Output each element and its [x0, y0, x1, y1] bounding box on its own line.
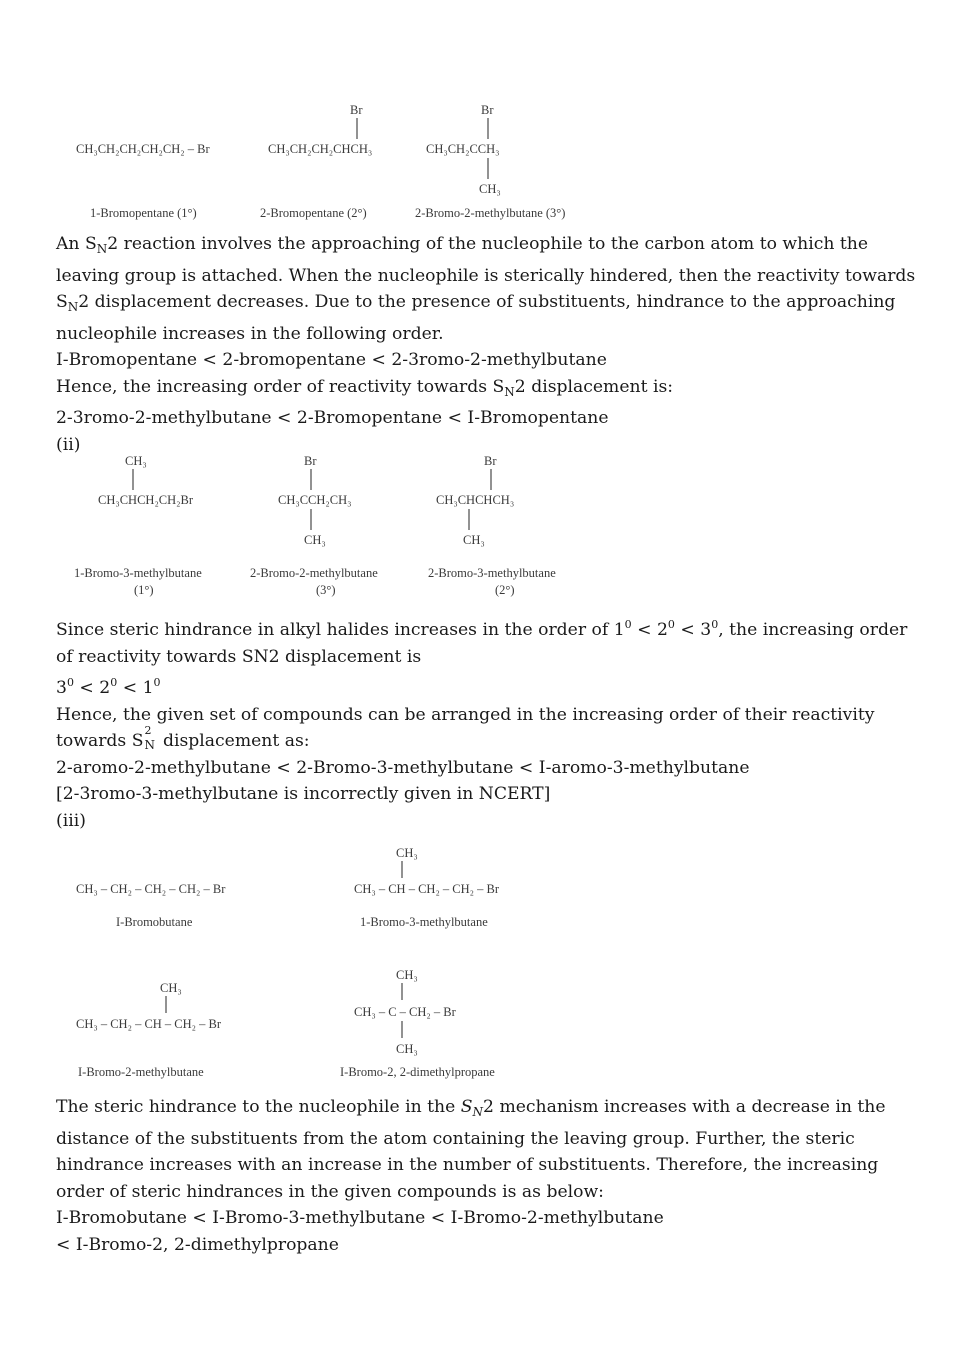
caption-1-bromobutane: I-Bromobutane — [116, 915, 193, 929]
caption-2-bromo-2-methylbutane: 2-Bromo-2-methylbutane — [250, 566, 378, 580]
formula-2-bromo-3-methylbutane-bottom: CH₃ — [463, 533, 485, 547]
text-line: of reactivity towards SN2 displacement is — [56, 646, 422, 667]
caption-2-bromo-3-methylbutane: 2-Bromo-3-methylbutane — [428, 566, 556, 580]
formula-2-bromo-2-methylbutane-top: Br — [481, 103, 494, 117]
formula-2-bromo-2-methylbutane-bottom: CH₃ — [304, 533, 326, 547]
caption-2-bromo-2-methylbutane: 2-Bromo-2-methylbutane (3°) — [415, 206, 566, 220]
formula-1-bromo-3-methylbutane: CH₃CHCH₂CH₂Br — [98, 493, 194, 507]
formula-1-bromobutane: CH₃ – CH₂ – CH₂ – CH₂ – Br — [76, 882, 226, 896]
formula-1-bromo-2-methylbutane-top: CH₃ — [160, 981, 182, 995]
hindrance-order: I-Bromopentane < 2-bromopentane < 2-3romo-2-methylbutane — [56, 350, 607, 370]
formula-1-bromo-2-2-dimethylpropane-top: CH₃ — [396, 968, 418, 982]
formula-1-bromo-3-methylbutane-top: CH₃ — [125, 454, 147, 468]
formula-2-bromo-2-methylbutane-top: Br — [304, 454, 317, 468]
caption-degree: (2°) — [495, 583, 515, 597]
hindrance-order: I-Bromobutane < I-Bromo-3-methylbutane < I-Bromo-2-methylbutane — [56, 1208, 664, 1228]
section-label-iii: (iii) — [56, 810, 86, 831]
formula-2-bromo-3-methylbutane: CH₃CHCHCH₃ — [436, 493, 515, 507]
text-line: displacement as: — [157, 731, 310, 751]
caption-degree: (1°) — [134, 583, 154, 597]
caption-2-bromopentane: 2-Bromopentane (2°) — [260, 206, 367, 220]
reactivity-order: 2-aromo-2-methylbutane < 2-Bromo-3-methylbutane < I-aromo-3-methylbutane — [56, 757, 750, 778]
text-line: The steric hindrance to the nucleophile in the — [56, 1097, 461, 1117]
formula-1-bromo-3-methylbutane-top: CH₃ — [396, 846, 418, 860]
formula-1-bromo-3-methylbutane: CH₃ – CH – CH₂ – CH₂ – Br — [354, 882, 500, 896]
degree-order-reactivity: $3^0 < 2^0 < 1^0$ — [56, 676, 161, 698]
formula-2-bromopentane-top: Br — [350, 103, 363, 117]
text-line: Hence, the increasing order of reactivity towards — [56, 376, 493, 397]
caption-1-bromo-3-methylbutane: 1-Bromo-3-methylbutane — [360, 915, 488, 929]
caption-degree: (3°) — [316, 583, 336, 597]
section-label-ii: (ii) — [56, 434, 81, 455]
caption-1-bromo-2-methylbutane: I-Bromo-2-methylbutane — [78, 1065, 204, 1079]
text-line: Since steric hindrance in alkyl halides increases in the order of — [56, 620, 614, 640]
hindrance-order-continued: < I-Bromo-2, 2-dimethylpropane — [56, 1234, 339, 1255]
formula-1-bromopentane: CH₃CH₂CH₂CH₂CH₂ – Br — [76, 142, 210, 156]
text-line: , the increasing order — [718, 620, 908, 640]
sn2-symbol: S 2 N — [131, 724, 155, 752]
text-line: leaving group is attached. When the nucleophile is sterically hindered, then the reactivity towards — [56, 265, 916, 286]
formula-2-bromo-3-methylbutane-top: Br — [484, 454, 497, 468]
sn2-symbol: $S_N2$ — [56, 292, 90, 314]
sn2-symbol: $S_N2$ — [84, 234, 119, 256]
formula-1-bromo-2-2-dimethylpropane-bottom: CH₃ — [396, 1042, 418, 1056]
sn2-symbol-italic: $S_N2$ — [460, 1097, 494, 1119]
text-line: nucleophile increases in the following order. — [56, 323, 444, 344]
formula-2-bromo-2-methylbutane-bottom: CH₃ — [479, 182, 501, 196]
formula-2-bromo-2-methylbutane: CH₃CCH₂CH₃ — [278, 493, 352, 507]
text-line: Hence, the given set of compounds can be arranged in the increasing order of their reactivity — [56, 704, 875, 725]
paragraph-steric-order — [56, 612, 916, 834]
paragraph-steric-distance — [56, 1094, 916, 1258]
caption-1-bromo-2-2-dimethylpropane: I-Bromo-2, 2-dimethylpropane — [340, 1065, 495, 1079]
formula-1-bromo-2-2-dimethylpropane: CH₃ – C – CH₂ – Br — [354, 1005, 456, 1019]
text-line: hindrance increases with an increase in the number of substituents. Therefore, the increasing — [56, 1155, 879, 1175]
sn2-symbol: $S_N2$ — [492, 376, 526, 399]
reactivity-order: 2-3romo-2-methylbutane < 2-Bromopentane < I-Bromopentane — [56, 408, 609, 428]
structures-bromobutanes — [70, 840, 590, 1085]
text-line: An — [56, 234, 85, 254]
text-line: mechanism increases with a decrease in the — [493, 1097, 886, 1117]
degree-order-inline: $1^0 < 2^0 < 3^0$ — [613, 618, 719, 640]
text-line: displacement decreases. Due to the presence of substituents, hindrance to the approaching — [89, 292, 896, 312]
text-line: reaction involves the approaching of the nucleophile to the carbon atom to which the — [118, 234, 869, 254]
structures-bromopentanes — [70, 98, 610, 224]
text-line: displacement is: — [525, 376, 674, 397]
caption-1-bromopentane: 1-Bromopentane (1°) — [90, 206, 197, 220]
ncert-note: [2-3romo-3-methylbutane is incorrectly given in NCERT] — [56, 784, 551, 804]
text-line: towards — [56, 731, 132, 751]
paragraph-sn2-intro — [56, 231, 916, 458]
formula-1-bromo-2-methylbutane: CH₃ – CH₂ – CH – CH₂ – Br — [76, 1017, 222, 1031]
text-line: distance of the substituents from the atom containing the leaving group. Further, the steric — [56, 1128, 855, 1149]
formula-2-bromopentane: CH₃CH₂CH₂CHCH₃ — [268, 142, 373, 156]
text-line: order of steric hindrances in the given compounds is as below: — [56, 1181, 604, 1202]
formula-2-bromo-2-methylbutane: CH₃CH₂CCH₃ — [426, 142, 500, 156]
caption-1-bromo-3-methylbutane: 1-Bromo-3-methylbutane — [74, 566, 202, 580]
structures-bromomethylbutanes — [70, 450, 610, 600]
